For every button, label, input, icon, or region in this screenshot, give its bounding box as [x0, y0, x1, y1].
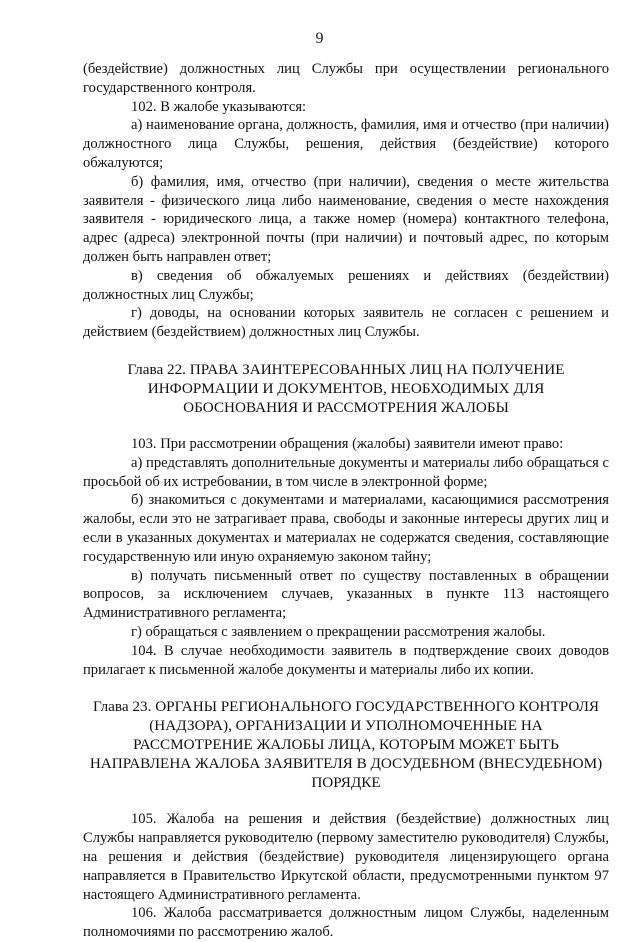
chapter-22-heading: Глава 22. ПРАВА ЗАИНТЕРЕСОВАННЫХ ЛИЦ НА ПОЛУЧЕНИЕ ИНФОРМАЦИИ И ДОКУМЕНТОВ, НЕОБХОДИМЫХ ДЛЯ ОБОСНОВАНИЯ И РАССМОТРЕНИЯ ЖАЛОБЫ — [127, 360, 565, 416]
paragraph-103-a: а) представлять дополнительные документы и материалы либо обращаться с просьбой об их истребовании, в том числе в электронной форме; — [83, 454, 609, 490]
paragraph-103-v: в) получать письменный ответ по существу поставленных в обращении вопросов, за исключением случаев, указанных в пункте 113 настоящего Административного регламента; — [83, 567, 609, 622]
paragraph-104: 104. В случае необходимости заявитель в подтверждение своих доводов прилагает к письменной жалобе документы и материалы либо их копии. — [83, 642, 609, 678]
paragraph-102-a: а) наименование органа, должность, фамилия, имя и отчество (при наличии) должностного лица Службы, решения, действия (бездействие) которого обжалуются; — [83, 117, 609, 171]
paragraph-106: 106. Жалоба рассматривается должностным лицом Службы, наделенным полномочиями по рассмотрению жалоб. — [83, 905, 609, 941]
paragraph-102-v: в) сведения об обжалуемых решениях и действиях (бездействии) должностных лиц Службы; — [83, 267, 609, 303]
paragraph-103-g: г) обращаться с заявлением о прекращении рассмотрения жалобы. — [131, 623, 546, 640]
paragraph-105: 105. Жалоба на решения и действия (бездействие) должностных лиц Службы направляется руководителю (первому заместителю руководителя) Службы, на решения и действия (бездействие) руководителя лицензирующего органа направляется в Правительство Иркутской области, предусмотренными пунктом 97 настоящего Административного регламента. — [83, 811, 609, 903]
paragraph-continuation: (бездействие) должностных лиц Службы при осуществлении регионального государственного контроля. — [83, 61, 609, 96]
paragraph-102-b: б) фамилия, имя, отчество (при наличии), сведения о месте жительства заявителя - физического лица либо наименование, сведения о месте нахождения заявителя - юридического лица, а также номер (номера) контактного телефона, адрес (адреса) электронной почты (при наличии) и почтовый адрес, по которым должен быть направлен ответ; — [83, 173, 609, 265]
paragraph-103-b: б) знакомиться с документами и материалами, касающимися рассмотрения жалобы, если это не затрагивает права, свободы и законные интересы других лиц и если в указанных документах и материалах не содержатся сведения, составляющие государственную или иную охраняемую законом тайну; — [83, 492, 609, 565]
paragraph-102-g: г) доводы, на основании которых заявитель не согласен с решением и действием (бездействием) должностных лиц Службы. — [83, 305, 609, 341]
paragraph-102: 102. В жалобе указываются: — [131, 98, 307, 115]
page-number: 9 — [315, 30, 324, 47]
paragraph-103: 103. При рассмотрении обращения (жалобы) заявители имеют право: — [131, 435, 564, 452]
document-body — [83, 60, 609, 942]
chapter-23-heading: Глава 23. ОРГАНЫ РЕГИОНАЛЬНОГО ГОСУДАРСТВЕННОГО КОНТРОЛЯ (НАДЗОРА), ОРГАНИЗАЦИИ И УПОЛНОМОЧЕННЫЕ НА РАССМОТРЕНИЕ ЖАЛОБЫ ЛИЦА, КОТОРЫМ МОЖЕТ БЫТЬ НАПРАВЛЕНА ЖАЛОБА ЗАЯВИТЕЛЯ В ДОСУДЕБНОМ (ВНЕСУДЕБНОМ) ПОРЯДКЕ — [89, 698, 603, 792]
